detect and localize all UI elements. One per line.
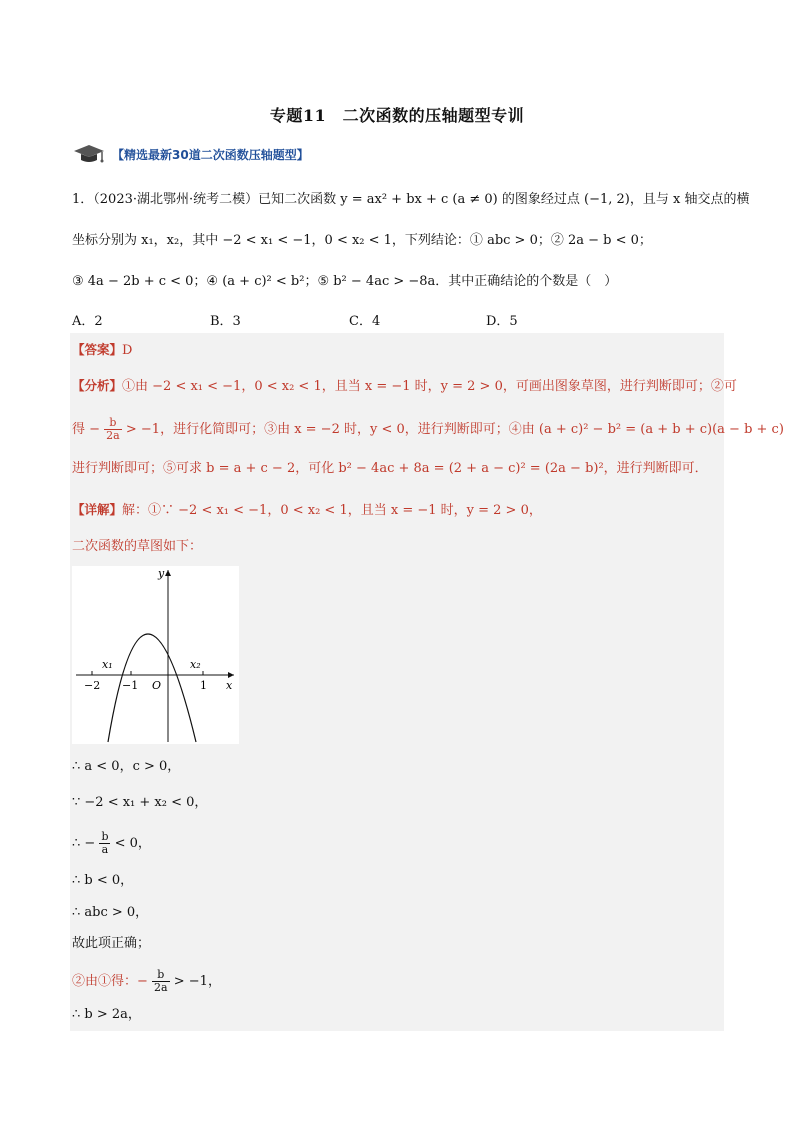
root-label-x1: x₁ <box>102 658 113 671</box>
tick-label-neg1: −1 <box>122 679 139 692</box>
analysis-text-1: ①由 −2 < x₁ < −1，0 < x₂ < 1，且当 x = −1 时，y = 2 > 0，可画出图象草图，进行判断即可；②可 <box>122 379 737 394</box>
detail-line-2 <box>72 537 202 557</box>
step-5: ∴ abc > 0， <box>72 905 149 920</box>
analysis-text-2b: > −1，进行化简即可；③由 x = −2 时，y < 0，进行判断即可；④由 (a + c)² − b² = (a + b + c)(a − b + c) <box>125 422 784 437</box>
x-axis-label: x <box>226 679 233 692</box>
detail-line-1 <box>72 500 542 521</box>
parabola-sketch <box>72 566 239 744</box>
analysis-text-3: 进行判断即可；⑤可求 b = a + c − 2，可化 b² − 4ac + 8a = (2 + a − c)² = (2a − b)²，进行判断即可． <box>72 461 708 476</box>
step-2: ∵ −2 < x₁ + x₂ < 0， <box>72 795 208 810</box>
step-1: ∴ a < 0，c > 0， <box>72 759 181 774</box>
answer-value: D <box>122 343 133 358</box>
analysis-line-3 <box>72 459 708 479</box>
detail-label: 【详解】 <box>72 502 123 517</box>
question-line-1: 1．（2023·湖北鄂州·统考二模）已知二次函数 y = ax² + bx + c (a ≠ 0) 的图象经过点 (−1, 2)，且与 x 轴交点的横 <box>72 192 750 207</box>
step-3: ∴ − $\frac{b}{a}$ < 0， <box>72 830 151 856</box>
analysis-label: 【分析】 <box>72 378 123 393</box>
question-line-2: 坐标分别为 x₁，x₂，其中 −2 < x₁ < −1，0 < x₂ < 1，下列结论：① abc > 0；② 2a − b < 0； <box>72 233 652 248</box>
step-8: ∴ b > 2a， <box>72 1007 141 1022</box>
step-6: 故此项正确； <box>72 936 151 951</box>
answer-label: 【答案】 <box>72 342 123 357</box>
analysis-line-1 <box>72 376 737 397</box>
section-banner <box>72 143 309 165</box>
step-7: ②由①得：− $\frac{b}{2a}$ > −1， <box>72 968 221 994</box>
fraction-b-over-2a-2: $\frac{b}{2a}$ <box>154 968 168 994</box>
analysis-text-2a: 得 − <box>72 422 101 437</box>
detail-text-1: 解：①∵ −2 < x₁ < −1，0 < x₂ < 1，且当 x = −1 时，y = 2 > 0， <box>122 503 542 518</box>
banner-text: 【精选最新30道二次函数压轴题型】 <box>112 147 309 162</box>
tick-label-1: 1 <box>200 679 207 692</box>
analysis-line-2 <box>72 417 784 442</box>
root-label-x2: x₂ <box>190 658 201 671</box>
y-axis-label: y <box>158 567 165 580</box>
parabola-graph <box>72 566 239 744</box>
tick-label-neg2: −2 <box>84 679 101 692</box>
question-line-3: ③ 4a − 2b + c < 0；④ (a + c)² < b²；⑤ b² − 4ac > −8a．其中正确结论的个数是（ ） <box>72 274 618 289</box>
option-a[interactable]: A．2 <box>72 314 103 329</box>
fraction-b-over-2a: $\frac{b}{2a}$ <box>106 416 120 442</box>
origin-label: O <box>152 679 162 692</box>
option-d[interactable]: D．5 <box>486 314 518 329</box>
step-4: ∴ b < 0， <box>72 873 134 888</box>
option-b[interactable]: B．3 <box>210 314 241 329</box>
graduation-cap-icon <box>72 143 106 165</box>
fraction-b-over-a: $\frac{b}{a}$ <box>101 830 109 856</box>
detail-text-2: 二次函数的草图如下： <box>72 539 203 554</box>
option-c[interactable]: C．4 <box>349 314 381 329</box>
answer-line <box>72 340 132 361</box>
page-title: 专题11 二次函数的压轴题型专训 <box>269 106 525 125</box>
